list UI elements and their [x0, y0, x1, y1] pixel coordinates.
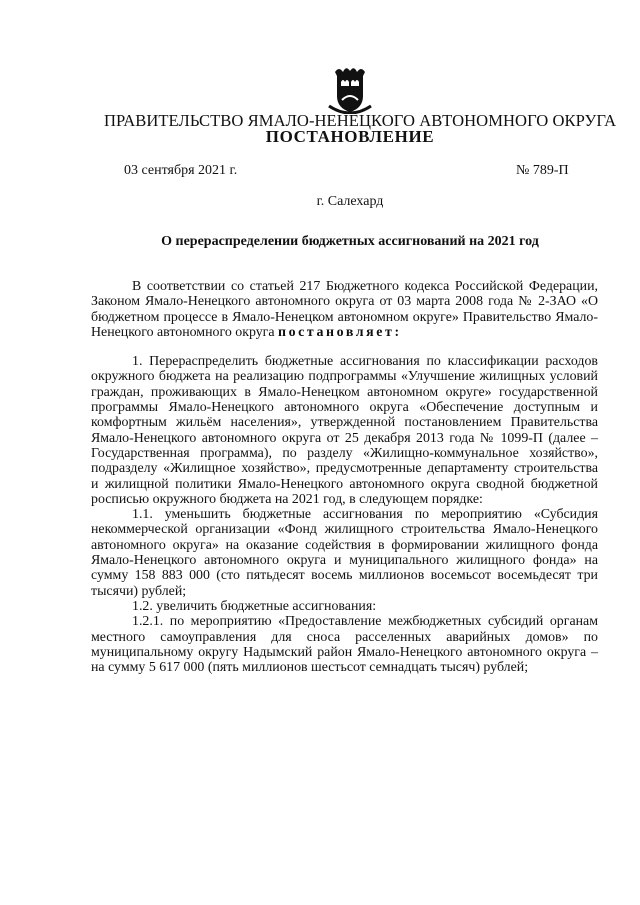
preamble-text: В соответствии со статьей 217 Бюджетного кодекса Российской Федерации, Законом Ямало-Ненецкого автономного округа от 03 марта 2008 года № 2-ЗАО «О бюджетном процессе в Ямало-Ненецком автономном округе» Правительство Ямало-Ненецкого автономного округа — [91, 279, 598, 340]
paragraph-1-2-1: 1.2.1. по мероприятию «Предоставление межбюджетных субсидий органам местного самоуправления для сноса расселенных аварийных домов» по муниципальному округу Надымский район Ямало-Ненецкого автономного округа – на сумму 5 617 000 (пять миллионов шестьсот семнадцать тысяч) рублей; — [91, 614, 598, 676]
issue-city: г. Салехард — [316, 194, 384, 209]
paragraph-1-1: 1.1. уменьшить бюджетные ассигнования по мероприятию «Субсидия некоммерческой организации «Фонд жилищного строительства Ямало-Ненецкого автономного округа» на оказание содействия в формировании жилищного фонда Ямало-Ненецкого автономного округа и муниципального жилищного фонда» на сумму 158 883 000 (сто пятьдесят восемь миллионов восемьсот восемьдесят три тысячи) рублей; — [91, 507, 598, 599]
document-title: О перераспределении бюджетных ассигнований на 2021 год — [161, 234, 539, 249]
government-name: ПРАВИТЕЛЬСТВО ЯМАЛО-НЕНЕЦКОГО АВТОНОМНОГО ОКРУГА — [104, 111, 617, 130]
paragraph-1-2: 1.2. увеличить бюджетные ассигнования: — [132, 598, 377, 614]
paragraph-1: 1. Перераспределить бюджетные ассигнования по классификации расходов окружного бюджета на реализацию подпрограммы «Улучшение жилищных условий граждан, проживающих в Ямало-Ненецком автономном округе» государственной программы Ямало-Ненецкого автономного округа «Обеспечение доступным и комфортным жильём населения», утвержденной постановлением Правительства Ямало-Ненецкого автономного округа от 25 декабря 2013 года № 1099-П (далее – Государственная программа), по разделу «Жилищно-коммунальное хозяйство», подразделу «Жилищное хозяйство», предусмотренные департаменту строительства и жилищной политики Ямало-Ненецкого автономного округа сводной бюджетной росписью окружного бюджета на 2021 год, в следующем порядке: — [91, 354, 598, 507]
document-date: 03 сентября 2021 г. — [124, 163, 238, 178]
document-body — [91, 279, 598, 675]
document-type: ПОСТАНОВЛЕНИЕ — [265, 127, 435, 146]
resolves-word: постановляет: — [278, 324, 402, 340]
coat-of-arms-emblem — [325, 62, 375, 114]
document-number: № 789-П — [516, 163, 569, 178]
preamble-paragraph — [91, 279, 598, 340]
